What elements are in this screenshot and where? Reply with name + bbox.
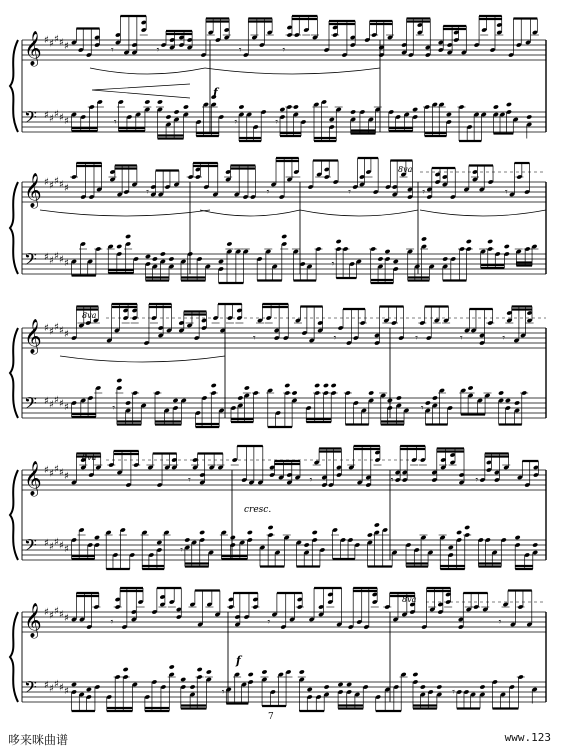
- notehead: [281, 234, 287, 239]
- key-sharp: ♯: [59, 325, 64, 337]
- key-sharp: ♯: [59, 398, 64, 410]
- notehead: [487, 239, 493, 244]
- eighth-rest: 𝄾: [452, 687, 455, 698]
- notehead: [432, 395, 438, 400]
- key-sharp: ♯: [64, 258, 69, 269]
- octave-sign: 8va: [82, 311, 97, 320]
- key-sharp: ♯: [54, 464, 59, 475]
- key-sharp: ♯: [59, 467, 64, 479]
- key-sharp: ♯: [44, 177, 49, 188]
- eighth-rest: 𝄾: [333, 333, 337, 344]
- notehead: [442, 256, 448, 261]
- notehead: [396, 395, 402, 400]
- notehead: [248, 672, 254, 677]
- notehead: [184, 537, 190, 542]
- notehead: [377, 256, 383, 261]
- notehead: [206, 669, 212, 674]
- key-sharp: ♯: [59, 112, 64, 124]
- notehead: [312, 530, 318, 535]
- notehead: [412, 107, 418, 112]
- key-sharp: ♯: [59, 37, 64, 49]
- notehead: [125, 400, 131, 405]
- slur: [200, 210, 300, 216]
- notehead: [456, 530, 462, 535]
- notehead: [94, 535, 100, 540]
- treble-clef: 𝄞: [24, 31, 42, 66]
- notehead: [169, 664, 175, 669]
- key-sharp: ♯: [49, 610, 54, 622]
- notehead: [218, 259, 224, 264]
- forte-mark: f: [236, 654, 241, 667]
- eighth-rest: 𝄾: [113, 117, 117, 128]
- eighth-rest: 𝄾: [282, 45, 286, 56]
- slur: [300, 210, 418, 216]
- notehead: [532, 542, 538, 547]
- key-sharp: ♯: [49, 255, 54, 267]
- key-sharp: ♯: [44, 680, 49, 691]
- notehead: [466, 239, 472, 244]
- key-sharp: ♯: [59, 179, 64, 191]
- notehead: [323, 383, 329, 388]
- brace: [10, 182, 18, 274]
- notehead: [125, 234, 131, 239]
- notehead: [180, 677, 186, 682]
- key-sharp: ♯: [54, 395, 59, 406]
- notehead: [230, 535, 236, 540]
- key-sharp: ♯: [49, 683, 54, 695]
- key-sharp: ♯: [64, 41, 69, 52]
- notehead: [504, 244, 510, 249]
- brace: [10, 470, 18, 560]
- brace: [10, 612, 18, 702]
- bass-clef: 𝄢: [24, 677, 37, 701]
- notehead: [479, 684, 485, 689]
- key-sharp: ♯: [64, 686, 69, 697]
- key-sharp: ♯: [64, 613, 69, 624]
- eighth-rest: 𝄾: [180, 545, 183, 556]
- slur: [420, 210, 546, 216]
- forte-mark: f: [213, 86, 218, 99]
- notehead: [329, 117, 335, 122]
- notehead: [299, 669, 305, 674]
- eighth-rest: 𝄾: [146, 187, 149, 198]
- eighth-rest: 𝄾: [221, 687, 225, 698]
- eighth-rest: 𝄾: [234, 117, 238, 128]
- key-sharp: ♯: [44, 396, 49, 407]
- key-sharp: ♯: [54, 34, 59, 45]
- key-sharp: ♯: [64, 329, 69, 340]
- notehead: [123, 667, 129, 672]
- eighth-rest: 𝄾: [110, 45, 114, 56]
- eighth-rest: 𝄾: [415, 333, 418, 344]
- key-sharp: ♯: [54, 606, 59, 617]
- notehead: [514, 400, 520, 405]
- key-sharp: ♯: [44, 538, 49, 549]
- eighth-rest: 𝄾: [422, 187, 426, 198]
- key-sharp: ♯: [54, 109, 59, 120]
- key-sharp: ♯: [49, 326, 54, 338]
- notehead: [291, 390, 297, 395]
- key-sharp: ♯: [54, 176, 59, 187]
- key-sharp: ♯: [49, 468, 54, 480]
- notehead: [226, 241, 232, 246]
- notehead: [160, 251, 166, 256]
- notehead: [116, 378, 122, 383]
- eighth-rest: 𝄾: [390, 475, 394, 486]
- notehead: [346, 682, 352, 687]
- notehead: [237, 395, 243, 400]
- notehead: [144, 99, 150, 104]
- notehead: [425, 400, 431, 405]
- notehead: [71, 682, 77, 687]
- key-sharp: ♯: [64, 116, 69, 127]
- notehead: [189, 684, 195, 689]
- notehead: [168, 256, 174, 261]
- key-sharp: ♯: [49, 180, 54, 192]
- notehead: [86, 687, 92, 692]
- eighth-rest: 𝄾: [460, 333, 463, 344]
- notehead: [493, 104, 499, 109]
- notehead: [436, 684, 442, 689]
- key-sharp: ♯: [64, 402, 69, 413]
- eighth-rest: 𝄾: [348, 187, 351, 198]
- eighth-rest: 𝄾: [505, 187, 508, 198]
- notehead: [116, 244, 122, 249]
- notehead: [304, 542, 310, 547]
- eighth-rest: 𝄾: [266, 187, 270, 198]
- notehead: [244, 385, 250, 390]
- eighth-rest: 𝄾: [502, 333, 506, 344]
- notehead: [420, 684, 426, 689]
- bass-clef: 𝄢: [24, 393, 37, 417]
- key-sharp: ♯: [64, 183, 69, 194]
- key-sharp: ♯: [54, 322, 59, 333]
- notehead: [505, 398, 511, 403]
- notehead: [284, 383, 290, 388]
- notehead: [336, 239, 342, 244]
- key-sharp: ♯: [59, 682, 64, 694]
- slur: [40, 210, 210, 216]
- notehead: [156, 540, 162, 545]
- eighth-rest: 𝄾: [238, 45, 242, 56]
- eighth-rest: 𝄾: [188, 475, 191, 486]
- key-sharp: ♯: [64, 544, 69, 555]
- notehead: [350, 109, 356, 114]
- key-sharp: ♯: [59, 609, 64, 621]
- octave-sign: 8va: [398, 165, 413, 174]
- page-number: 7: [268, 712, 274, 722]
- key-sharp: ♯: [44, 607, 49, 618]
- brace: [10, 328, 18, 418]
- eighth-rest: 𝄾: [420, 403, 424, 414]
- key-sharp: ♯: [59, 540, 64, 552]
- notehead: [506, 102, 512, 107]
- eighth-rest: 𝄾: [112, 403, 115, 414]
- notehead: [337, 682, 343, 687]
- notehead: [183, 104, 189, 109]
- key-sharp: ♯: [44, 35, 49, 46]
- eighth-rest: 𝄾: [309, 475, 313, 486]
- eighth-rest: 𝄾: [267, 617, 271, 628]
- key-sharp: ♯: [49, 113, 54, 125]
- key-sharp: ♯: [44, 110, 49, 121]
- key-sharp: ♯: [49, 399, 54, 411]
- notehead: [165, 114, 171, 119]
- notehead: [368, 390, 374, 395]
- octave-sign: 8va: [82, 453, 97, 462]
- slur: [90, 68, 205, 74]
- crescendo-hairpin: [92, 84, 190, 98]
- slur: [60, 356, 225, 362]
- eighth-rest: 𝄾: [253, 333, 256, 344]
- notehead: [279, 107, 285, 112]
- slur: [205, 68, 380, 74]
- notehead: [498, 390, 504, 395]
- footer-website: www.123: [504, 731, 551, 744]
- notehead: [172, 398, 178, 403]
- octave-sign: 8va: [402, 595, 417, 604]
- treble-clef: 𝄞: [24, 173, 42, 208]
- notehead: [412, 672, 418, 677]
- key-sharp: ♯: [49, 38, 54, 50]
- treble-clef: 𝄞: [24, 461, 42, 496]
- eighth-rest: 𝄾: [475, 475, 479, 486]
- notehead: [261, 669, 267, 674]
- eighth-rest: 𝄾: [331, 259, 335, 270]
- notehead: [367, 532, 373, 537]
- treble-clef: 𝄞: [24, 319, 42, 354]
- notehead: [238, 104, 244, 109]
- notehead: [174, 109, 180, 114]
- notehead: [515, 535, 521, 540]
- notehead: [387, 398, 393, 403]
- notehead: [331, 383, 337, 388]
- notehead: [464, 525, 470, 530]
- key-sharp: ♯: [49, 541, 54, 553]
- notehead: [421, 236, 427, 241]
- notehead: [446, 112, 452, 117]
- notehead: [211, 383, 217, 388]
- notehead: [307, 687, 313, 692]
- notehead: [152, 256, 158, 261]
- notehead: [324, 684, 330, 689]
- brace: [10, 40, 18, 132]
- notehead: [267, 525, 273, 530]
- notehead: [393, 259, 399, 264]
- bass-clef: 𝄢: [24, 535, 37, 559]
- crescendo-text: cresc.: [244, 505, 272, 515]
- key-sharp: ♯: [44, 252, 49, 263]
- eighth-rest: 𝄾: [110, 617, 114, 628]
- eighth-rest: 𝄾: [275, 117, 279, 128]
- key-sharp: ♯: [54, 537, 59, 548]
- bass-clef: 𝄢: [24, 107, 37, 131]
- key-sharp: ♯: [44, 323, 49, 334]
- notehead: [145, 254, 151, 259]
- key-sharp: ♯: [54, 251, 59, 262]
- key-sharp: ♯: [54, 679, 59, 690]
- notehead: [467, 385, 473, 390]
- notehead: [526, 114, 532, 119]
- notehead: [247, 530, 253, 535]
- eighth-rest: 𝄾: [498, 617, 502, 628]
- notehead: [374, 522, 380, 527]
- notehead: [384, 249, 390, 254]
- notehead: [448, 545, 454, 550]
- key-sharp: ♯: [44, 465, 49, 476]
- key-sharp: ♯: [59, 254, 64, 266]
- notehead: [197, 667, 203, 672]
- notehead: [199, 530, 205, 535]
- notehead: [314, 383, 320, 388]
- footer-brand: 哆来咪曲谱: [8, 733, 69, 747]
- treble-clef: 𝄞: [24, 603, 42, 638]
- key-sharp: ♯: [64, 471, 69, 482]
- eighth-rest: 𝄾: [156, 45, 160, 56]
- bass-clef: 𝄢: [24, 249, 37, 273]
- notehead: [293, 104, 299, 109]
- notehead: [157, 99, 163, 104]
